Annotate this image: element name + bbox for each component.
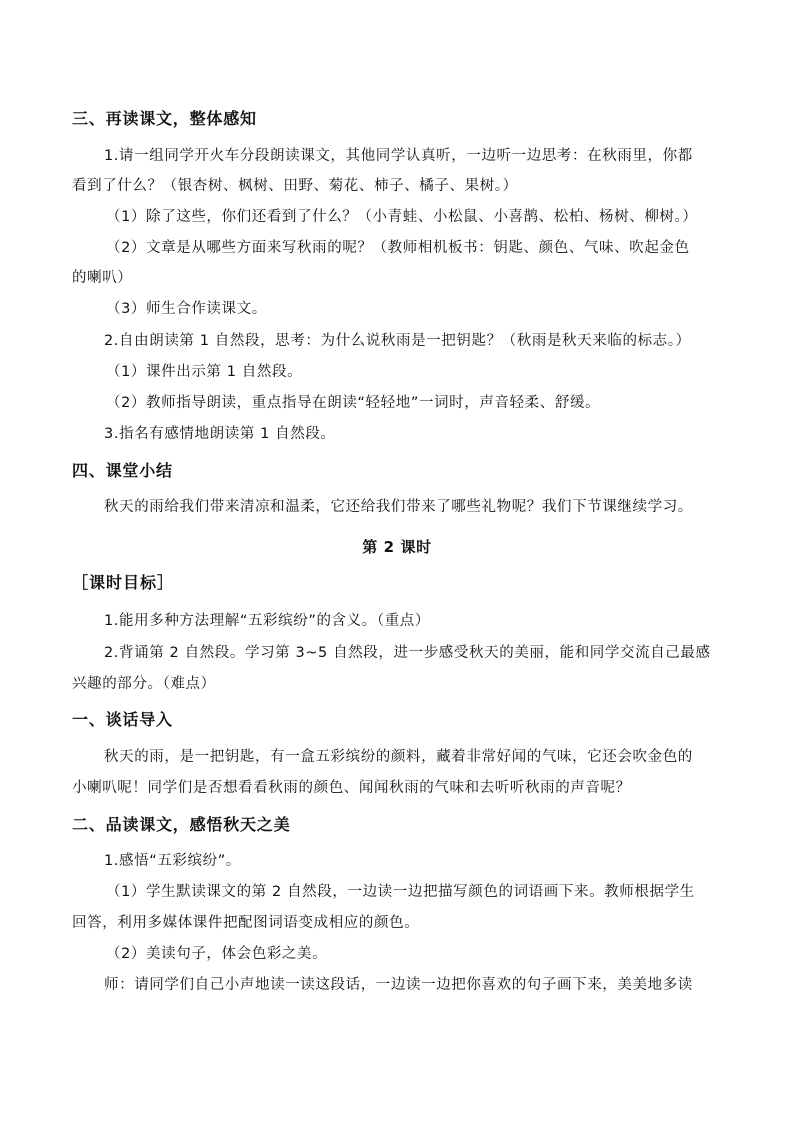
section-heading-summary: 四、课堂小结 [72, 461, 173, 480]
paragraph-line: （1）除了这些，你们还看到了什么？（小青蛙、小松鼠、小喜鹊、松柏、杨树、柳树。） [106, 209, 698, 225]
paragraph-line: 1.感悟“五彩缤纷”。 [104, 853, 241, 869]
paragraph-line: 看到了什么？（银杏树、枫树、田野、菊花、柿子、橘子、果树。） [72, 178, 518, 194]
paragraph-line: 3.指名有感情地朗读第 1 自然段。 [104, 426, 336, 442]
paragraph-line: 1.能用多种方法理解“五彩缤纷”的含义。（重点） [104, 613, 431, 629]
paragraph-line: （3）师生合作读课文。 [106, 301, 267, 317]
paragraph-line: （1）学生默读课文的第 2 自然段，一边读一边把描写颜色的词语画下来。教师根据学生 [106, 884, 695, 900]
section-heading-reread: 三、再读课文，整体感知 [72, 109, 257, 128]
section-heading-appreciate: 二、品读课文，感悟秋天之美 [72, 815, 291, 834]
paragraph-line: 秋天的雨，是一把钥匙，有一盒五彩缤纷的颜料，藏着非常好闻的气味，它还会吹金色的 [104, 749, 693, 765]
paragraph-line: 兴趣的部分。（难点） [72, 676, 216, 692]
paragraph-line: 2.自由朗读第 1 自然段，思考：为什么说秋雨是一把钥匙？（秋雨是秋天来临的标志。） [104, 333, 691, 349]
paragraph-line: （2）美读句子，体会色彩之美。 [106, 946, 328, 962]
lesson-title: 第 2 课时 [362, 538, 432, 556]
paragraph-line: 秋天的雨给我们带来清凉和温柔，它还给我们带来了哪些礼物呢？我们下节课继续学习。 [104, 499, 693, 515]
paragraph-line: 回答，利用多媒体课件把配图词语变成相应的颜色。 [72, 915, 420, 931]
paragraph-line: 2.背诵第 2 自然段。学习第 3~5 自然段，进一步感受秋天的美丽，能和同学交流自己最感 [104, 645, 711, 661]
section-heading-intro: 一、谈话导入 [72, 710, 173, 729]
paragraph-line: 小喇叭呢！同学们是否想看看秋雨的颜色、闻闻秋雨的气味和去听听秋雨的声音呢？ [72, 780, 631, 796]
paragraph-line: （2）教师指导朗读，重点指导在朗读“轻轻地”一词时，声音轻柔、舒缓。 [106, 395, 601, 411]
paragraph-line: 的喇叭） [72, 270, 133, 286]
paragraph-line: （1）课件出示第 1 自然段。 [106, 364, 303, 380]
paragraph-line: 1.请一组同学开火车分段朗读课文，其他同学认真听，一边听一边思考：在秋雨里，你都 [104, 148, 693, 164]
paragraph-line: 师：请同学们自己小声地读一读这段话，一边读一边把你喜欢的句子画下来，美美地多读 [104, 977, 693, 993]
paragraph-line: （2）文章是从哪些方面来写秋雨的呢？（教师相机板书：钥匙、颜色、气味、吹起金色 [106, 240, 690, 256]
section-heading-objectives: ［课时目标］ [72, 573, 175, 592]
